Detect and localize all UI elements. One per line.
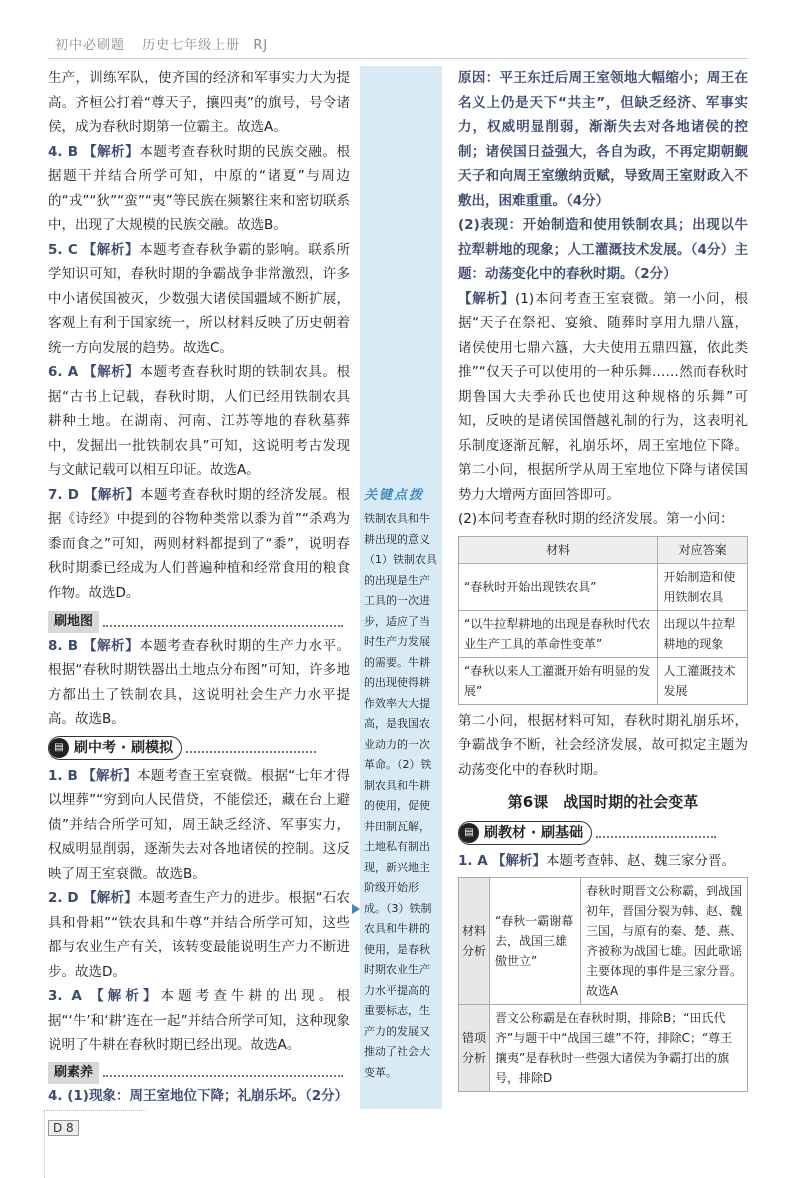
dotted-rule <box>103 1066 343 1077</box>
analysis-part3: 第二小问，根据材料可知，春秋时期礼崩乐坏，争霸战争不断，社会经济发展，故可拟定主题为动荡变化中的春秋时期。 <box>458 712 748 778</box>
answer-7: 7. D 【解析】本题考查春秋时期的经济发展。根据《诗经》中提到的谷物种类常以黍为首”“杀鸡为黍而食之”可知，两则材料都提到了“黍”，说明春秋时期黍已经成为人们普遍种植和经常食用的粮食作物。故选D。 <box>48 486 351 601</box>
left-column <box>48 66 350 1109</box>
analysis-table <box>458 877 748 1092</box>
reason-answer: 原因：平王东迁后周王室领地大幅缩小；周王在名义上仍是天下“共主”，但缺乏经济、军事实力，权威明显削弱，渐渐失去对各地诸侯的控制；诸侯国日益强大，各自为政，不再定期朝觐天子和向周王室缴纳贡赋，导致周王室财政入不敷出，困难重重。（4分） <box>458 70 748 209</box>
mock-answer-2: 2. D 【解析】本题考查生产力的进步。根据“石农具和骨耜”“铁农具和牛尊”并结合所学可知，这些都与农业生产有关，该转变最能说明生产力不断进步。故选D。 <box>48 890 350 980</box>
row-head-wrong: 错项分析 <box>459 1005 490 1092</box>
quote-cell: “春秋一霸谢幕去，战国三雄傲世立” <box>490 878 581 1005</box>
book-icon: ▤ <box>49 738 69 758</box>
answer-4: 4. B 【解析】本题考查春秋时期的民族交融。根据题干并结合所学可知，中原的“诸夏”与周边的“戎”“狄”“蛮”“夷”等民族在频繁往来和密切联系中，出现了大规模的民族交融。故选B。 <box>48 143 351 233</box>
subsection-literacy <box>48 1060 350 1085</box>
answer-5: 5. C 【解析】本题考查春秋争霸的影响。联系所学知识可知，春秋时期的争霸战争非常激烈，许多中小诸侯国被灭，少数强大诸侯国疆域不断扩展，客观上有利于国家统一，所以材料反映了历史朝着统一方向发展的趋势。故选C。 <box>48 241 351 356</box>
literacy-answer-4: 4. (1)现象：周王室地位下降；礼崩乐坏。（2分） <box>48 1088 349 1104</box>
margin-decoration <box>44 1110 45 1178</box>
table-row <box>459 878 748 1005</box>
table-row: “春秋时开始出现铁农具” 开始制造和使用铁制农具 <box>459 563 748 610</box>
table-row <box>459 1005 748 1092</box>
sidebar-text: 铁制农具和牛耕出现的意义（1）铁制农具的出现是生产工具的一次进步，适应了当时生产力发展的需要。牛耕的出现使得耕作效率大大提高，是我国农业动力的一次革命。（2）铁制农具和牛耕的使用，促使井田制瓦解，土地私有制出现，新兴地主阶级开始形成。（3）铁制农具和牛耕的使用，是春秋时期农业生产力水平提高的重要标志，生产力的发展又推动了社会大变革。 <box>364 512 437 1079</box>
book-icon: ▤ <box>459 823 479 843</box>
subsection-label-map: 刷地图 <box>48 611 99 633</box>
subsection-map <box>48 609 350 634</box>
table-header-answer: 对应答案 <box>658 536 748 563</box>
table-row: “春秋以来人工灌溉开始有明显的发展” 人工灌溉技术发展 <box>459 657 748 704</box>
subsection-label-literacy: 刷素养 <box>48 1062 99 1084</box>
sidebar-title: 关键点拨 <box>364 488 425 503</box>
row-head-material: 材料分析 <box>459 878 490 1005</box>
header-subject: 历史七年级上册 <box>142 38 241 53</box>
section-header-jiaocai: ▤ 刷教材 · 刷基础 <box>458 821 748 845</box>
header-divider <box>48 58 748 59</box>
header-series: 初中必刷题 <box>55 38 126 53</box>
dotted-rule <box>186 742 316 753</box>
analysis-part2: (2)本问考查春秋时期的经济发展。第一小问： <box>458 511 734 527</box>
analysis-part1: 【解析】(1)本问考查王室衰微。第一小问，根据“天子在祭祀、宴飨、随葬时享用九鼎八簋，诸侯使用七鼎六簋，大夫使用五鼎四簋，依此类推”“仅天子可以使用的一种乐舞……然而春秋时期鲁国大夫季孙氏也使用这种规格的乐舞”可知，反映的是诸侯国僭越礼制的行为，这表明礼乐制度逐渐瓦解，礼崩乐坏，周王室地位下降。第二小问，根据所学从周王室地位下降与诸侯国势力大增两方面回答即可。 <box>458 290 749 503</box>
explanation-cell: 春秋时期晋文公称霸，到战国初年，晋国分裂为韩、赵、魏三国，与原有的秦、楚、燕、齐被称为战国七雄。因此歌谣主要体现的事件是三家分晋。故选A <box>581 878 748 1005</box>
material-answer-table <box>458 536 748 705</box>
dotted-rule <box>596 827 716 838</box>
sidebar-pointer-icon <box>352 904 360 914</box>
section-header-zhongkao: ▤ 刷中考 · 刷模拟 <box>48 736 350 760</box>
running-header <box>55 34 268 53</box>
margin-decoration <box>46 1110 146 1111</box>
header-edition: RJ <box>253 38 269 53</box>
right-column <box>458 66 748 1092</box>
answer-6: 6. A 【解析】本题考查春秋时期的铁制农具。根据“古书上记载，春秋时期，人们已经用铁制农具耕种土地。在湖南、河南、江苏等地的春秋墓葬中，发掘出一批铁制农具”可知，这说明考古发现与文献记载可以相互印证。故选A。 <box>48 364 351 478</box>
lesson6-answer-1: 1. A 【解析】本题考查韩、赵、魏三家分晋。 <box>458 852 735 869</box>
page-number: D 8 <box>48 1120 79 1136</box>
table-header-material: 材料 <box>459 536 658 563</box>
answer-3-continued: 生产，训练军队，使齐国的经济和军事实力大为提高。齐桓公打着“尊天子，攘四夷”的旗号，号令诸侯，成为春秋时期第一位霸主。故选A。 <box>48 70 350 135</box>
answer-8: 8. B 【解析】本题考查春秋时期的生产力水平。根据“春秋时期铁器出土地点分布图”可知，许多地方都出土了铁制农具，这说明社会生产力水平提高。故选B。 <box>48 637 351 727</box>
key-tips-sidebar <box>360 66 442 1109</box>
table-row: “以牛拉犁耕地的出现是春秋时代农业生产工具的革命性变革” 出现以牛拉犁耕地的现象 <box>459 610 748 657</box>
manifestation-answer: (2)表现：开始制造和使用铁制农具；出现以牛拉犁耕地的现象；人工灌溉技术发展。（4分）主题：动荡变化中的春秋时期。（2分） <box>458 217 748 282</box>
mock-answer-1: 1. B 【解析】本题考查王室衰微。根据“七年才得以埋葬”“穷到向人民借贷，不能偿还，藏在台上避债”并结合所学可知，周王缺乏经济、军事实力，权威明显削弱，逐渐失去对各地诸侯的控制。这反映了周王室衰微。故选B。 <box>48 767 351 882</box>
mock-answer-3: 3. A 【解析】本题考查牛耕的出现。根据“‘牛’和‘耕’连在一起”并结合所学可知，这种现象说明了牛耕在春秋时期已经出现。故选A。 <box>48 988 351 1053</box>
lesson-title: 第6课 战国时期的社会变革 <box>507 793 699 811</box>
dotted-rule <box>103 616 343 627</box>
wrong-options-cell: 晋文公称霸是在春秋时期，排除B；“田氏代齐”与题干中“战国三雄”不符，排除C；“尊王攘夷”是春秋时一些强大诸侯为争霸打出的旗号，排除D <box>490 1005 748 1092</box>
